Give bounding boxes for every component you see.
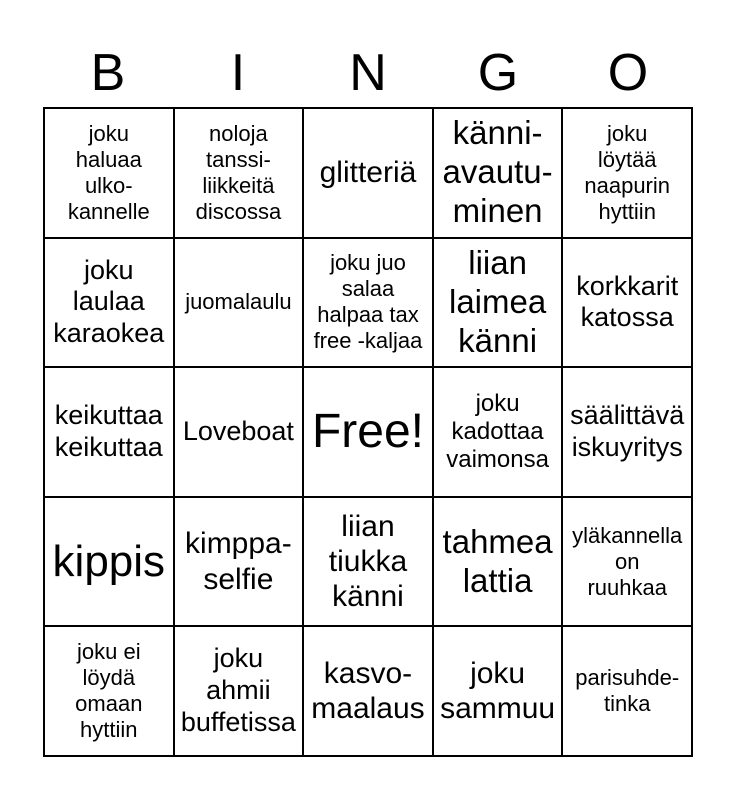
bingo-cell-4-4[interactable]: tahmea lattia xyxy=(433,497,563,627)
header-letter-b: B xyxy=(90,44,126,102)
bingo-cell-2-1[interactable]: joku laulaa karaokea xyxy=(44,238,174,368)
bingo-cell-1-3[interactable]: glitteriä xyxy=(303,108,433,238)
bingo-cell-5-1[interactable]: joku ei löydä omaan hyttiin xyxy=(44,626,174,756)
bingo-cell-2-3[interactable]: joku juo salaa halpaa tax free -kaljaa xyxy=(303,238,433,368)
bingo-card xyxy=(43,107,693,757)
bingo-cell-2-4[interactable]: liian laimea känni xyxy=(433,238,563,368)
bingo-cell-free[interactable]: Free! xyxy=(303,367,433,497)
header-letter-i: I xyxy=(230,44,246,102)
bingo-cell-4-5[interactable]: yläkannella on ruuhkaa xyxy=(562,497,692,627)
bingo-header xyxy=(43,40,693,106)
bingo-cell-5-4[interactable]: joku sammuu xyxy=(433,626,563,756)
bingo-cell-4-1[interactable]: kippis xyxy=(44,497,174,627)
bingo-cell-3-4[interactable]: joku kadottaa vaimonsa xyxy=(433,367,563,497)
bingo-cell-3-2[interactable]: Loveboat xyxy=(174,367,304,497)
bingo-cell-2-5[interactable]: korkkarit katossa xyxy=(562,238,692,368)
bingo-cell-5-5[interactable]: parisuhde- tinka xyxy=(562,626,692,756)
header-letter-g: G xyxy=(477,44,519,102)
header-letter-o: O xyxy=(607,44,649,102)
bingo-cell-4-2[interactable]: kimppa- selfie xyxy=(174,497,304,627)
bingo-cell-5-3[interactable]: kasvo- maalaus xyxy=(303,626,433,756)
bingo-cell-1-1[interactable]: joku haluaa ulko- kannelle xyxy=(44,108,174,238)
bingo-cell-3-5[interactable]: säälittävä iskuyritys xyxy=(562,367,692,497)
bingo-cell-3-1[interactable]: keikuttaa keikuttaa xyxy=(44,367,174,497)
bingo-cell-1-4[interactable]: känni- avautu- minen xyxy=(433,108,563,238)
bingo-cell-5-2[interactable]: joku ahmii buffetissa xyxy=(174,626,304,756)
bingo-cell-4-3[interactable]: liian tiukka känni xyxy=(303,497,433,627)
bingo-cell-1-5[interactable]: joku löytää naapurin hyttiin xyxy=(562,108,692,238)
bingo-cell-2-2[interactable]: juomalaulu xyxy=(174,238,304,368)
header-letter-n: N xyxy=(349,44,387,102)
bingo-cell-1-2[interactable]: noloja tanssi- liikkeitä discossa xyxy=(174,108,304,238)
